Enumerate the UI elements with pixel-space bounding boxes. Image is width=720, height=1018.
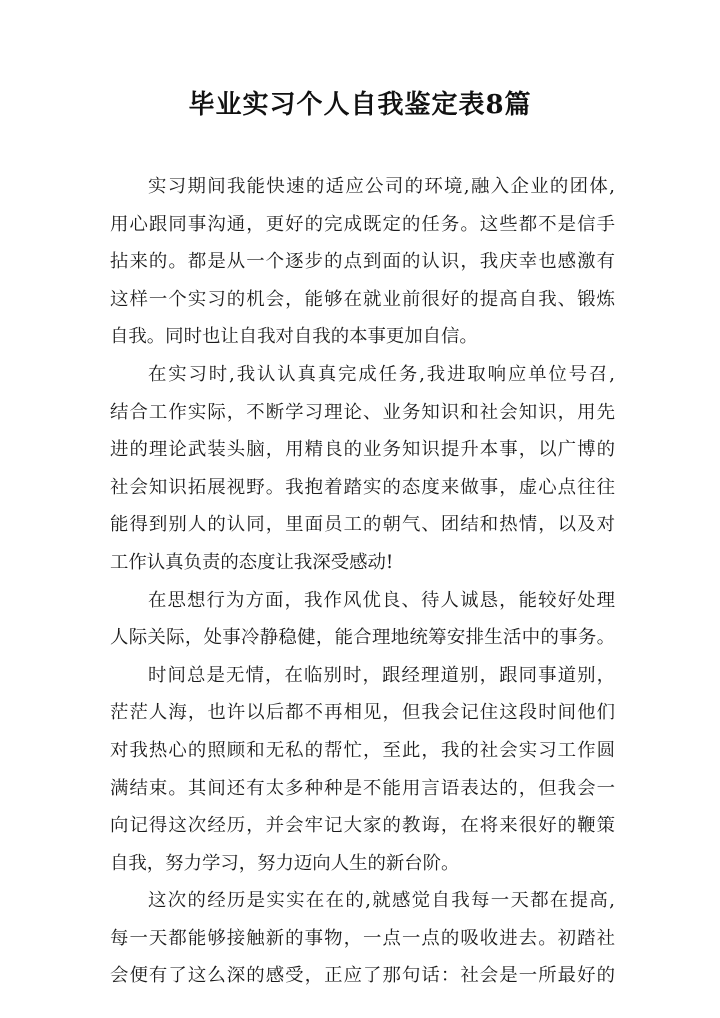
text-line: 满结束。其间还有太多种种是不能用言语表达的，但我会一 [110, 777, 615, 799]
paragraph-2 [110, 356, 615, 582]
text-line: 茫茫人海，也许以后都不再相见，但我会记住这段时间他们 [110, 702, 615, 724]
text-line: 能得到别人的认同，里面员工的朝气、团结和热情，以及对 [110, 514, 615, 536]
text-line: 结合工作实际，不断学习理论、业务知识和社会知识，用先 [110, 401, 615, 423]
text-line: 时间总是无情，在临别时，跟经理道别，跟同事道别， [148, 664, 615, 686]
text-line: 工作认真负责的态度让我深受感动! [110, 551, 394, 573]
document-title: 毕业实习个人自我鉴定表8篇 [188, 90, 532, 120]
document-body [110, 168, 615, 995]
paragraph-3 [110, 582, 615, 657]
text-line: 会便有了这么深的感受，正应了那句话：社会是一所最好的 [110, 965, 615, 987]
text-line: 对我热心的照顾和无私的帮忙，至此，我的社会实习工作圆 [110, 739, 615, 761]
text-line: 每一天都能够接触新的事物，一点一点的吸收进去。初踏社 [110, 927, 615, 949]
paragraph-5 [110, 882, 615, 995]
text-line: 拈来的。都是从一个逐步的点到面的认识，我庆幸也感激有 [110, 251, 615, 273]
text-line: 向记得这次经历，并会牢记大家的教诲，在将来很好的鞭策 [110, 815, 615, 837]
paragraph-1 [110, 168, 615, 356]
text-line: 进的理论武装头脑，用精良的业务知识提升本事，以广博的 [110, 439, 615, 461]
paragraph-4 [110, 657, 615, 883]
text-line: 实习期间我能快速的适应公司的环境,融入企业的团体, [148, 176, 615, 197]
text-line: 在思想行为方面，我作风优良、待人诚恳，能较好处理 [148, 589, 615, 611]
text-line: 这样一个实习的机会，能够在就业前很好的提高自我、锻炼 [110, 288, 615, 310]
text-line: 人际关际，处事冷静稳健，能合理地统筹安排生活中的事务。 [110, 627, 615, 649]
text-line: 用心跟同事沟通，更好的完成既定的任务。这些都不是信手 [110, 213, 615, 235]
text-line: 自我，努力学习，努力迈向人生的新台阶。 [110, 852, 460, 874]
text-line: 在实习时,我认认真真完成任务,我进取响应单位号召, [148, 363, 615, 385]
text-line: 这次的经历是实实在在的,就感觉自我每一天都在提高, [148, 890, 615, 912]
text-line: 自我。同时也让自我对自我的本事更加自信。 [110, 326, 478, 348]
text-line: 社会知识拓展视野。我抱着踏实的态度来做事，虚心点往往 [110, 476, 615, 498]
